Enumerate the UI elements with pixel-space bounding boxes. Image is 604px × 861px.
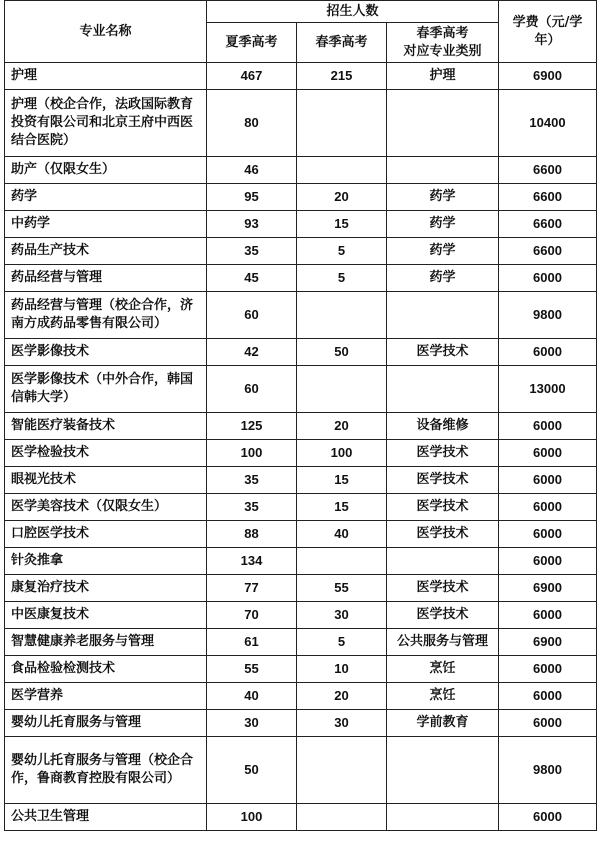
- summer-count-cell: 45: [207, 265, 297, 292]
- summer-count-cell: 125: [207, 413, 297, 440]
- tuition-cell: 6600: [499, 157, 597, 184]
- header-spring-category: 春季高考 对应专业类别: [387, 23, 499, 63]
- spring-category-cell: 医学技术: [387, 575, 499, 602]
- tuition-cell: 6000: [499, 710, 597, 737]
- header-tuition: 学费（元/学年）: [499, 1, 597, 63]
- table-row: [5, 440, 597, 467]
- summer-count-cell: 35: [207, 494, 297, 521]
- major-name-cell: 婴幼儿托育服务与管理: [5, 710, 207, 737]
- spring-count-cell: 40: [297, 521, 387, 548]
- table-row: [5, 292, 597, 339]
- table-row: [5, 366, 597, 413]
- table-row: [5, 683, 597, 710]
- spring-count-cell: 215: [297, 63, 387, 90]
- tuition-cell: 6000: [499, 265, 597, 292]
- spring-category-cell: 设备维修: [387, 413, 499, 440]
- major-name-cell: 药学: [5, 184, 207, 211]
- tuition-cell: 6000: [499, 494, 597, 521]
- tuition-cell: 6000: [499, 339, 597, 366]
- tuition-cell: 6900: [499, 63, 597, 90]
- table-row: [5, 494, 597, 521]
- summer-count-cell: 93: [207, 211, 297, 238]
- table-row: [5, 656, 597, 683]
- spring-category-cell: 护理: [387, 63, 499, 90]
- table-row: [5, 575, 597, 602]
- tuition-cell: 6600: [499, 184, 597, 211]
- tuition-cell: 6000: [499, 521, 597, 548]
- tuition-cell: 6600: [499, 211, 597, 238]
- major-name-cell: 医学美容技术（仅限女生）: [5, 494, 207, 521]
- table-row: [5, 629, 597, 656]
- spring-category-cell: [387, 292, 499, 339]
- header-summer-exam: 夏季高考: [207, 23, 297, 63]
- major-name-cell: 眼视光技术: [5, 467, 207, 494]
- spring-count-cell: [297, 804, 387, 831]
- spring-count-cell: 5: [297, 238, 387, 265]
- spring-category-cell: 烹饪: [387, 656, 499, 683]
- spring-category-cell: 医学技术: [387, 494, 499, 521]
- tuition-cell: 6000: [499, 602, 597, 629]
- tuition-cell: 6000: [499, 656, 597, 683]
- table-row: [5, 710, 597, 737]
- spring-category-cell: [387, 157, 499, 184]
- summer-count-cell: 100: [207, 440, 297, 467]
- spring-count-cell: [297, 157, 387, 184]
- major-name-cell: 康复治疗技术: [5, 575, 207, 602]
- summer-count-cell: 60: [207, 366, 297, 413]
- major-name-cell: 药品经营与管理: [5, 265, 207, 292]
- summer-count-cell: 70: [207, 602, 297, 629]
- major-name-cell: 医学影像技术（中外合作，韩国信韩大学）: [5, 366, 207, 413]
- spring-count-cell: [297, 292, 387, 339]
- spring-category-cell: [387, 804, 499, 831]
- spring-count-cell: 30: [297, 602, 387, 629]
- summer-count-cell: 80: [207, 90, 297, 157]
- tuition-cell: 6000: [499, 683, 597, 710]
- major-name-cell: 口腔医学技术: [5, 521, 207, 548]
- spring-category-cell: 学前教育: [387, 710, 499, 737]
- table-row: [5, 238, 597, 265]
- spring-count-cell: 20: [297, 683, 387, 710]
- summer-count-cell: 46: [207, 157, 297, 184]
- tuition-cell: 6000: [499, 467, 597, 494]
- table-row: [5, 548, 597, 575]
- summer-count-cell: 77: [207, 575, 297, 602]
- spring-category-cell: 医学技术: [387, 467, 499, 494]
- spring-count-cell: 5: [297, 265, 387, 292]
- major-name-cell: 护理（校企合作，法政国际教育投资有限公司和北京王府中西医结合医院）: [5, 90, 207, 157]
- spring-count-cell: [297, 548, 387, 575]
- major-name-cell: 公共卫生管理: [5, 804, 207, 831]
- major-name-cell: 食品检验检测技术: [5, 656, 207, 683]
- summer-count-cell: 35: [207, 238, 297, 265]
- spring-count-cell: 30: [297, 710, 387, 737]
- spring-count-cell: 15: [297, 494, 387, 521]
- admissions-table: [4, 0, 597, 831]
- major-name-cell: 医学营养: [5, 683, 207, 710]
- spring-count-cell: 5: [297, 629, 387, 656]
- summer-count-cell: 95: [207, 184, 297, 211]
- spring-category-cell: 药学: [387, 238, 499, 265]
- tuition-cell: 6600: [499, 238, 597, 265]
- major-name-cell: 医学检验技术: [5, 440, 207, 467]
- summer-count-cell: 42: [207, 339, 297, 366]
- summer-count-cell: 88: [207, 521, 297, 548]
- major-name-cell: 智能医疗装备技术: [5, 413, 207, 440]
- summer-count-cell: 40: [207, 683, 297, 710]
- table-row: [5, 265, 597, 292]
- summer-count-cell: 50: [207, 737, 297, 804]
- major-name-cell: 药品生产技术: [5, 238, 207, 265]
- summer-count-cell: 134: [207, 548, 297, 575]
- table-row: [5, 467, 597, 494]
- spring-category-cell: [387, 737, 499, 804]
- tuition-cell: 6000: [499, 440, 597, 467]
- major-name-cell: 中医康复技术: [5, 602, 207, 629]
- major-name-cell: 药品经营与管理（校企合作，济南方成药品零售有限公司）: [5, 292, 207, 339]
- tuition-cell: 9800: [499, 292, 597, 339]
- header-enrollment: 招生人数: [207, 1, 499, 23]
- spring-count-cell: 100: [297, 440, 387, 467]
- tuition-cell: 10400: [499, 90, 597, 157]
- table-row: [5, 413, 597, 440]
- spring-category-cell: 医学技术: [387, 339, 499, 366]
- spring-category-cell: 药学: [387, 265, 499, 292]
- table-row: [5, 602, 597, 629]
- summer-count-cell: 61: [207, 629, 297, 656]
- spring-category-cell: [387, 366, 499, 413]
- summer-count-cell: 467: [207, 63, 297, 90]
- tuition-cell: 6900: [499, 629, 597, 656]
- table-row: [5, 521, 597, 548]
- spring-category-cell: 公共服务与管理: [387, 629, 499, 656]
- summer-count-cell: 55: [207, 656, 297, 683]
- spring-category-cell: 烹饪: [387, 683, 499, 710]
- spring-count-cell: [297, 366, 387, 413]
- table-row: [5, 339, 597, 366]
- major-name-cell: 护理: [5, 63, 207, 90]
- spring-count-cell: [297, 737, 387, 804]
- spring-category-cell: 药学: [387, 211, 499, 238]
- spring-count-cell: 20: [297, 413, 387, 440]
- major-name-cell: 助产（仅限女生）: [5, 157, 207, 184]
- tuition-cell: 13000: [499, 366, 597, 413]
- summer-count-cell: 100: [207, 804, 297, 831]
- tuition-cell: 6000: [499, 413, 597, 440]
- major-name-cell: 智慧健康养老服务与管理: [5, 629, 207, 656]
- spring-category-cell: 医学技术: [387, 521, 499, 548]
- major-name-cell: 医学影像技术: [5, 339, 207, 366]
- spring-category-cell: [387, 90, 499, 157]
- tuition-cell: 6000: [499, 804, 597, 831]
- table-row: [5, 737, 597, 804]
- spring-count-cell: 10: [297, 656, 387, 683]
- major-name-cell: 婴幼儿托育服务与管理（校企合作，鲁商教育控股有限公司）: [5, 737, 207, 804]
- major-name-cell: 中药学: [5, 211, 207, 238]
- spring-category-cell: 医学技术: [387, 440, 499, 467]
- spring-category-cell: [387, 548, 499, 575]
- spring-count-cell: 15: [297, 467, 387, 494]
- table-row: [5, 804, 597, 831]
- spring-category-cell: 医学技术: [387, 602, 499, 629]
- table-row: [5, 211, 597, 238]
- table-row: [5, 63, 597, 90]
- table-row: [5, 184, 597, 211]
- spring-count-cell: [297, 90, 387, 157]
- spring-count-cell: 20: [297, 184, 387, 211]
- tuition-cell: 9800: [499, 737, 597, 804]
- summer-count-cell: 35: [207, 467, 297, 494]
- tuition-cell: 6000: [499, 548, 597, 575]
- tuition-cell: 6900: [499, 575, 597, 602]
- header-major-name: 专业名称: [5, 1, 207, 63]
- spring-count-cell: 50: [297, 339, 387, 366]
- major-name-cell: 针灸推拿: [5, 548, 207, 575]
- summer-count-cell: 30: [207, 710, 297, 737]
- spring-count-cell: 15: [297, 211, 387, 238]
- spring-category-cell: 药学: [387, 184, 499, 211]
- table-row: [5, 157, 597, 184]
- summer-count-cell: 60: [207, 292, 297, 339]
- table-row: [5, 90, 597, 157]
- spring-count-cell: 55: [297, 575, 387, 602]
- header-spring-exam: 春季高考: [297, 23, 387, 63]
- table-body: [5, 63, 597, 831]
